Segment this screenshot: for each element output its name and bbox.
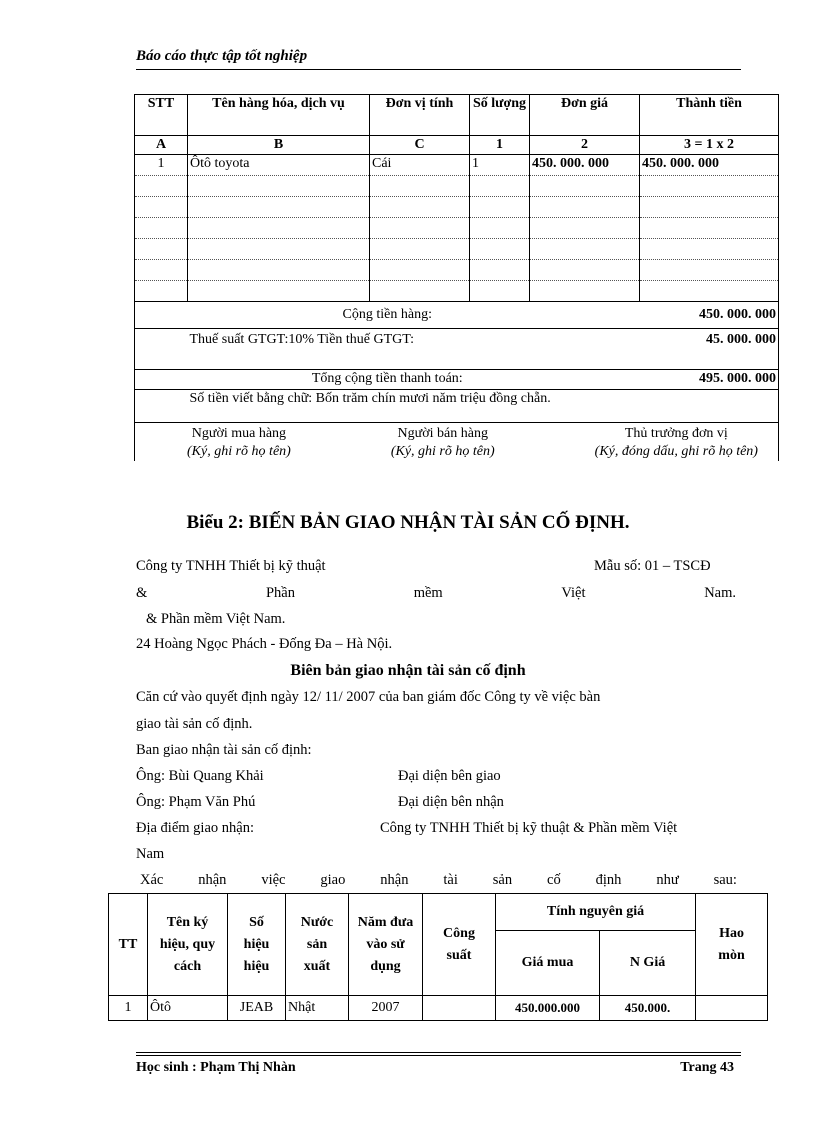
basis-line1: Căn cứ vào quyết định ngày 12/ 11/ 2007 của ban giám đốc Công ty về việc bàn [136, 689, 601, 705]
hdr-origin: Nước sản xuất [286, 894, 349, 996]
company-address: 24 Hoàng Ngọc Phách - Đống Đa – Hà Nội. [136, 636, 393, 652]
vat-label: Thuế suất GTGT:10% Tiền thuế GTGT: [188, 329, 470, 370]
company-line2: & Phần mềm Việt Nam. [136, 585, 736, 601]
row-price: 450. 000. 000 [530, 155, 640, 176]
company-line1: Công ty TNHH Thiết bị kỹ thuật [136, 558, 326, 574]
section-title: Biểu 2: BIẾN BẢN GIAO NHẬN TÀI SẢN CỐ ĐỊNH. [186, 512, 630, 533]
subtotal-label: Cộng tiền hàng: [135, 302, 640, 329]
hdr-code: Số hiệu hiệu [228, 894, 286, 996]
row-name: Ôtô toyota [188, 155, 370, 176]
row-stt: 1 [135, 155, 188, 176]
code-2: 2 [530, 136, 640, 155]
table-row [135, 260, 779, 281]
cell-tt: 1 [109, 996, 148, 1021]
asset-table [108, 893, 768, 1021]
total-row [135, 370, 779, 390]
table-row [135, 176, 779, 197]
cell-depreciation [696, 996, 768, 1021]
signer-director: Thủ trưởng đơn vị (Ký, đóng dấu, ghi rõ họ tên) [594, 426, 758, 459]
col-price: Đơn giá [530, 95, 640, 136]
amount-in-words: Số tiền viết bằng chữ: Bốn trăm chín mươi năm triệu đồng chẵn. [188, 390, 779, 423]
row-amount: 450. 000. 000 [640, 155, 779, 176]
header-rule [136, 69, 741, 70]
row-unit: Cái [370, 155, 470, 176]
place-label: Địa điểm giao nhận: [136, 820, 254, 836]
cell-capacity [423, 996, 496, 1021]
hdr-ngia: N Giá [600, 931, 696, 996]
table-row [135, 197, 779, 218]
hdr-purchase: Giá mua [496, 931, 600, 996]
cell-ngia: 450.000. [600, 996, 696, 1021]
table-row [135, 281, 779, 302]
person1-role: Đại diện bên giao [398, 768, 501, 784]
cell-name: Ôtô [148, 996, 228, 1021]
place-value-cont: Nam [136, 846, 165, 862]
hdr-year: Năm đưa vào sử dụng [349, 894, 423, 996]
cell-year: 2007 [349, 996, 423, 1021]
cell-origin: Nhật [286, 996, 349, 1021]
table-row [135, 218, 779, 239]
form-number: Mẫu số: 01 – TSCĐ [594, 558, 711, 574]
hdr-cost-group: Tính nguyên giá [496, 894, 696, 931]
total-value: 495. 000. 000 [640, 370, 779, 390]
vat-row [135, 329, 779, 370]
place-value: Công ty TNHH Thiết bị kỹ thuật & Phần mềm Việt [380, 820, 678, 836]
code-1: 1 [470, 136, 530, 155]
code-c: C [370, 136, 470, 155]
hdr-depreciation: Hao mòn [696, 894, 768, 996]
company-line3: & Phần mềm Việt Nam. [146, 611, 286, 627]
table-row [135, 239, 779, 260]
invoice-code-row [135, 136, 779, 155]
report-header-title: Báo cáo thực tập tốt nghiệp [136, 48, 308, 64]
col-qty: Số lượng [470, 95, 530, 136]
row-qty: 1 [470, 155, 530, 176]
invoice-table [134, 94, 779, 461]
in-words-row [135, 390, 779, 423]
hdr-tt: TT [109, 894, 148, 996]
signers-row [135, 423, 779, 462]
subtotal-value: 450. 000. 000 [640, 302, 779, 329]
total-label: Tổng cộng tiền thanh toán: [135, 370, 640, 390]
hdr-capacity: Công suất [423, 894, 496, 996]
subtotal-row [135, 302, 779, 329]
table-row [109, 996, 768, 1021]
footer-rule-2 [136, 1055, 741, 1056]
cell-code: JEAB [228, 996, 286, 1021]
code-a: A [135, 136, 188, 155]
person2-name: Ông: Phạm Văn Phú [136, 794, 256, 810]
hdr-name: Tên ký hiệu, quy cách [148, 894, 228, 996]
cell-purchase: 450.000.000 [496, 996, 600, 1021]
footer-rule-1 [136, 1052, 741, 1053]
footer-student: Học sinh : Phạm Thị Nhàn [136, 1060, 296, 1075]
col-stt: STT [135, 95, 188, 136]
committee-label: Ban giao nhận tài sản cố định: [136, 742, 312, 758]
signer-buyer: Người mua hàng (Ký, ghi rõ họ tên) [187, 426, 291, 459]
col-amount: Thành tiền [640, 95, 779, 136]
invoice-header-row [135, 95, 779, 136]
footer-page: Trang 43 [680, 1060, 734, 1075]
person2-role: Đại diện bên nhận [398, 794, 504, 810]
vat-value: 45. 000. 000 [470, 329, 779, 370]
code-b: B [188, 136, 370, 155]
confirm-line: Xác nhận việc giao nhận tài sản cố định như sau: [140, 872, 737, 888]
signer-seller: Người bán hàng (Ký, ghi rõ họ tên) [390, 426, 495, 459]
asset-header-row-1 [109, 894, 768, 931]
code-3: 3 = 1 x 2 [640, 136, 779, 155]
person1-name: Ông: Bùi Quang Khải [136, 768, 264, 784]
col-name: Tên hàng hóa, dịch vụ [188, 95, 370, 136]
basis-line2: giao tài sản cố định. [136, 716, 253, 732]
table-row [135, 155, 779, 176]
document-title: Biên bản giao nhận tài sản cố định [290, 662, 526, 679]
col-unit: Đơn vị tính [370, 95, 470, 136]
